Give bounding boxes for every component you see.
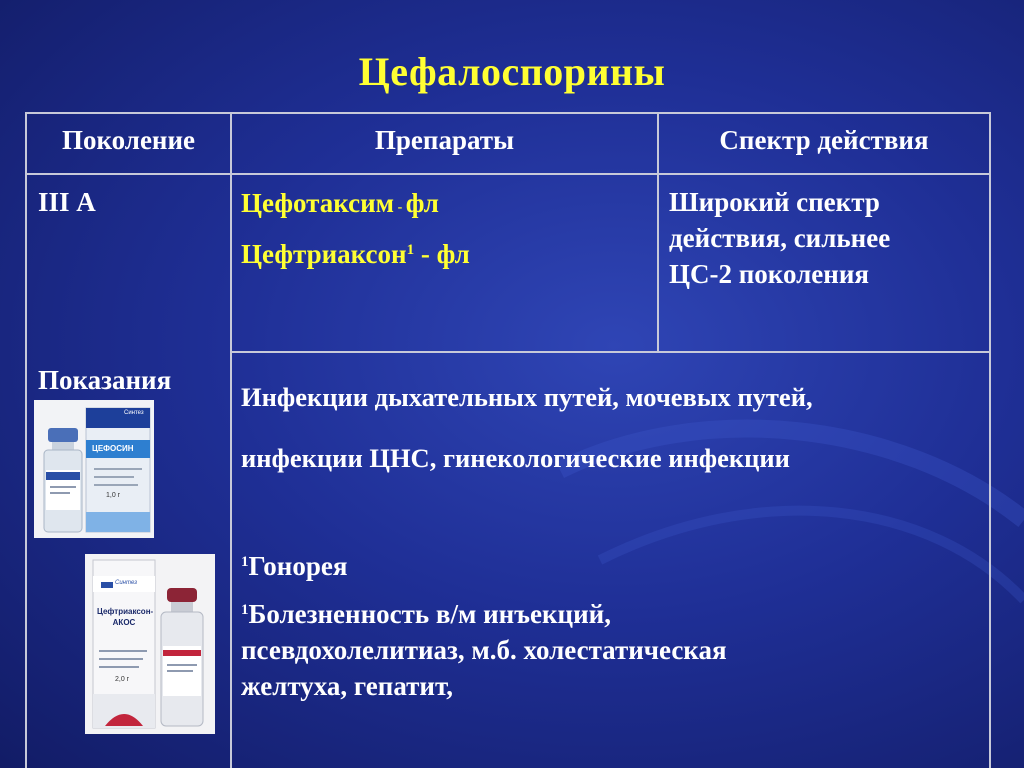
slide-title: Цефалоспорины	[358, 49, 666, 94]
row-divider	[230, 351, 991, 353]
indications-line-1: Инфекции дыхательных путей, мочевых путей,	[241, 382, 813, 412]
footnote-mark: 1	[241, 554, 249, 570]
note-text: Гонорея	[248, 551, 348, 581]
drug-cefotaxime	[241, 185, 439, 226]
spectrum-text	[669, 184, 890, 292]
note-line: псевдохолелитиаз, м.б. холестатическая	[241, 635, 727, 665]
product-brand: Синтез	[115, 580, 138, 586]
drug-separator: -	[394, 200, 406, 215]
drug-name: Цефотаксим	[241, 188, 395, 218]
product-brand: Синтез	[124, 410, 144, 416]
footnote-mark: 1	[241, 602, 249, 618]
drug-route: фл	[405, 188, 439, 218]
drug-ceftriaxone	[241, 232, 470, 272]
generation-value: III А	[38, 187, 96, 217]
indications-label: Показания	[38, 365, 172, 395]
note-gonorrhea	[241, 544, 347, 584]
header-generation: Поколение	[61, 125, 196, 155]
header-spectrum: Спектр действия	[719, 125, 929, 155]
column-divider-1	[230, 112, 232, 768]
product-dose: 1,0 г	[106, 492, 121, 499]
cefosin-photo	[34, 400, 154, 538]
header-drugs: Препараты	[374, 125, 515, 155]
footnote-mark: 1	[406, 242, 415, 258]
ceftriaxone-photo	[85, 554, 215, 734]
product-dose: 2,0 г	[115, 676, 130, 683]
note-line: желтуха, гепатит,	[241, 671, 453, 701]
spectrum-line: ЦС-2 поколения	[669, 259, 869, 289]
product-name: Цефтриаксон-АКОС	[97, 607, 154, 627]
header-divider	[25, 173, 991, 175]
spectrum-line: действия, сильнее	[669, 223, 891, 253]
product-name: ЦЕФОСИН	[92, 444, 134, 453]
note-side-effects	[241, 592, 727, 704]
product-image-cefosin	[34, 400, 154, 538]
spectrum-line: Широкий спектр	[669, 187, 880, 217]
table-border-top	[25, 112, 991, 114]
note-line: Болезненность в/м инъекций,	[248, 599, 611, 629]
drug-name: Цефтриаксон	[241, 239, 407, 269]
drug-route: - фл	[414, 239, 470, 269]
table-border-right	[989, 112, 991, 768]
product-image-ceftriaxone	[85, 554, 215, 734]
indications-line-2: инфекции ЦНС, гинекологические инфекции	[241, 443, 790, 473]
table-border-left	[25, 112, 27, 768]
